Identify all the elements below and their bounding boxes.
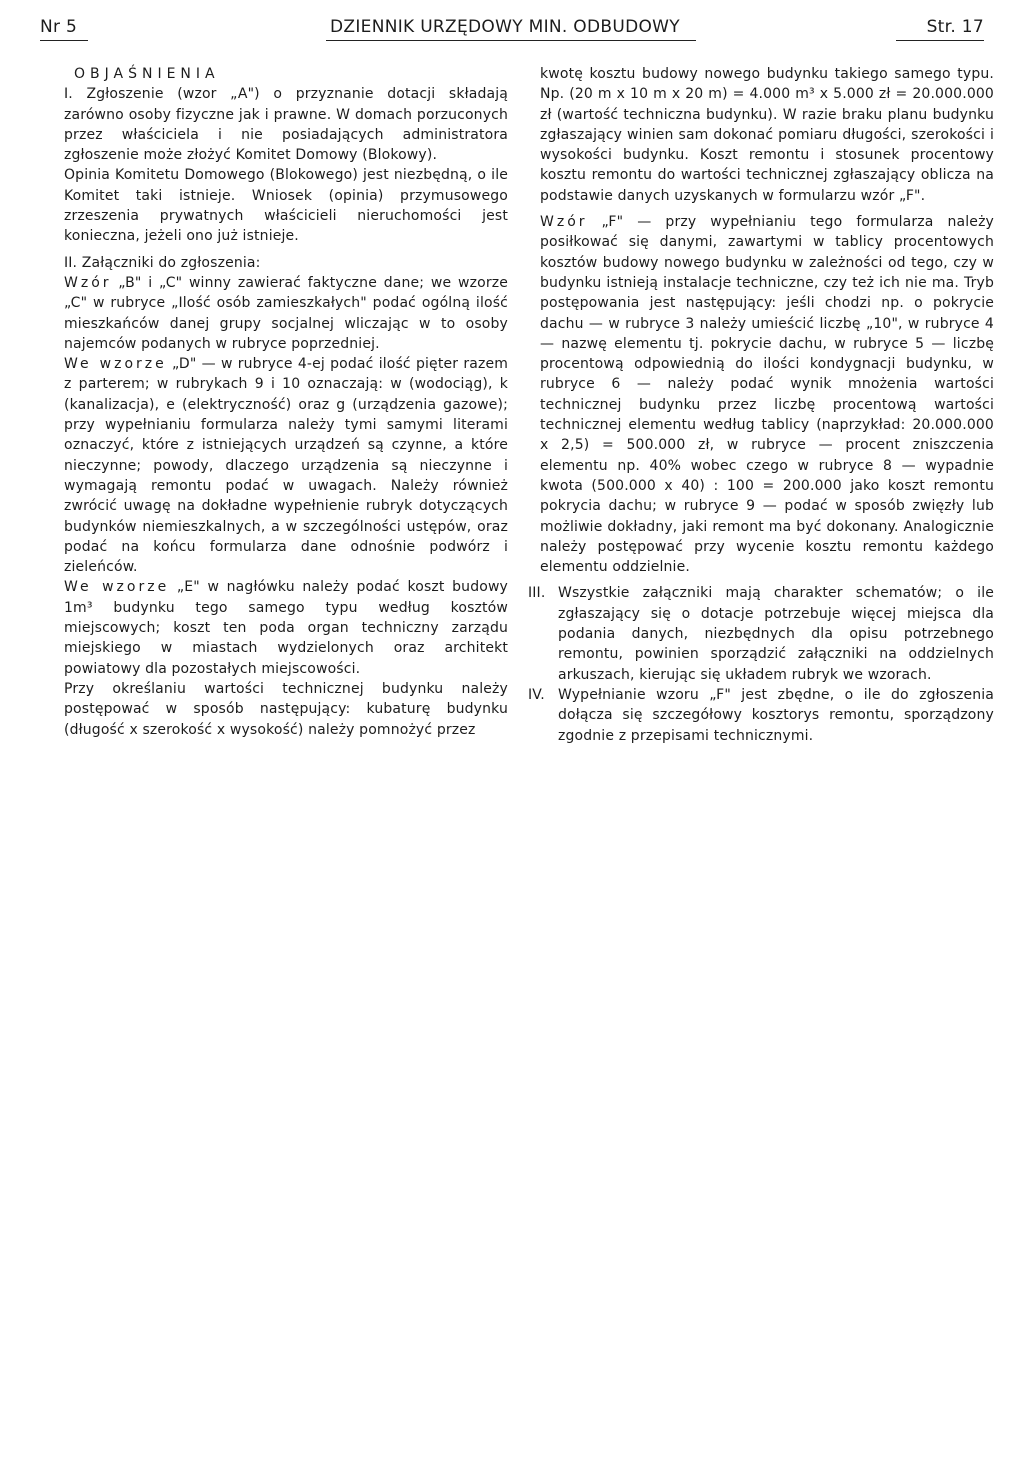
paragraph-wzor-f [540,212,994,577]
right-column [528,64,994,746]
header-rule-left [40,40,88,41]
paragraph-number: III. [528,585,546,602]
paragraph-wzor-e [64,577,508,678]
page-number: Str. 17 [926,17,984,37]
paragraph-lead: Wzór [64,274,112,291]
page-header [40,16,984,42]
section-title: OBJAŚNIENIA [74,66,220,82]
paragraph-number: IV. [528,686,545,703]
paragraph-iv [528,685,994,746]
header-rule-right [896,40,984,41]
paragraph-i: I. Zgłoszenie (wzor „A") o przyznanie dotacji składają zarówno osoby fizyczne jak i prawne. W domach porzuconych przez właściciela i nie posiadających administratora zgłoszenie może złożyć Komitet Domowy (Blokowy). [64,86,508,164]
paragraph-body: „E" w nagłówku należy podać koszt budowy 1m³ budynku tego samego typu według kosztów miejscowych; koszt ten poda organ techniczny zarządu miejskiego w miastach wydzielonych oraz architekt powiatowy dla pozostałych miejscowości. [64,579,508,677]
header-rule-center [326,40,696,41]
paragraph-lead: We wzorze [64,356,167,373]
paragraph-body: Wypełnianie wzoru „F" jest zbędne, o ile do zgłoszenia dołącza się szczegółowy kosztorys remontu, sporządzony zgodnie z przepisami technicznymi. [558,686,994,744]
left-column [64,64,508,740]
paragraph-body: „B" i „C" winny zawierać faktyczne dane; we wzorze „C" w rubryce „Ilość osób zamieszkałych" podać ogólną ilość mieszkańców danej grupy socjalnej wliczając w to osoby najemców podanych w rubryce poprzedniej. [64,274,508,352]
journal-title: DZIENNIK URZĘDOWY MIN. ODBUDOWY [330,17,680,37]
issue-number: Nr 5 [40,17,78,37]
paragraph-wzor-b-c [64,273,508,354]
paragraph-wzor-d [64,354,508,577]
paragraph-lead: Wzór [540,214,588,231]
paragraph-body: „F" — przy wypełnianiu tego formularza należy posiłkować się danymi, zawartymi w tablicy procentowych kosztów budowy nowego budynku w zależności od tego, czy w budynku istnieją instalacje techniczne, czy też ich nie ma. Tryb postępowania jest następujący: jeśli chodzi np. o pokrycie dachu — w rubryce 3 należy umieścić liczbę „10", w rubryce 4 — nazwę elementu tj. pokrycie dachu, w rubryce 5 — liczbę procentową odpowiednią do ilości kondygnacji budynku, w rubryce 6 — należy podać wynik mnożenia wartości technicznej budynku przez liczbę procentową wartości technicznej elementu według tablicy (naprzykład: 20.000.000 x 2,5) = 500.000 zł, w rubryce — procent zniszczenia elementu np. 40% wobec czego w rubryce 8 — wypadnie kwota (500.000 x 40) : 100 = 200.000 jako koszt remontu pokrycia dachu; w rubryce 9 — podać w sposób zwięzły lub możliwie dokładny, jaki remont ma być dokonany. Analogicznie należy postępować przy wycenie kosztu remontu każdego elementu oddzielnie. [540,214,994,576]
paragraph-lead: We wzorze [64,579,170,596]
paragraph-continuation: kwotę kosztu budowy nowego budynku takiego samego typu. Np. (20 m x 10 m x 20 m) = 4.000 m³ x 5.000 zł = 20.000.000 zł (wartość techniczna budynku). W razie braku planu budynku zgłaszający winien sam dokonać pomiaru długości, szerokości i wysokości budynku. Koszt remontu i stosunek procentowy kosztu remontu do wartości technicznej zgłaszający oblicza na podstawie danych uzyskanych w formularzu wzór „F". [540,66,994,204]
paragraph-body: „D" — w rubryce 4-ej podać ilość pięter razem z parterem; w rubrykach 9 i 10 oznaczają: w (wodociąg), k (kanalizacja), e (elektryczność) oraz g (urządzenia gazowe); przy wypełnianiu formularza należy tymi samymi literami oznaczyć, które z istniejących urządzeń są czynne, a które nieczynne; powody, dlaczego urządzenia są nieczynne i wymagają remontu podać w uwagach. Należy również zwrócić uwagę na dokładne wypełnienie rubryk dotyczących budynków niemieszkalnych, a w szczególności ustępów, oraz podać na końcu formularza dane odnośnie podwórz i zieleńców. [64,356,509,576]
paragraph-iii [528,583,994,684]
paragraph-wartosc: Przy określaniu wartości technicznej budynku należy postępować w sposób następujący: kubaturę budynku (długość x szerokość x wysokość) należy pomnożyć przez [64,680,508,738]
paragraph-body: Wszystkie załączniki mają charakter schematów; o ile zgłaszający się o dotacje potrzebuje więcej miejsca dla podania danych, niezbędnych dla opisu potrzebnego remontu, powinien sporządzić załączniki na oddzielnych arkuszach, kierując się układem rubryk we wzorach. [558,585,994,683]
paragraph-opinia: Opinia Komitetu Domowego (Blokowego) jest niezbędną, o ile Komitet taki istnieje. Wniosek (opinia) przymusowego zrzeszenia prywatnych właścicieli nieruchomości jest konieczna, jeżeli ono już istnieje. [64,167,508,245]
paragraph-ii: II. Załączniki do zgłoszenia: [64,254,261,271]
